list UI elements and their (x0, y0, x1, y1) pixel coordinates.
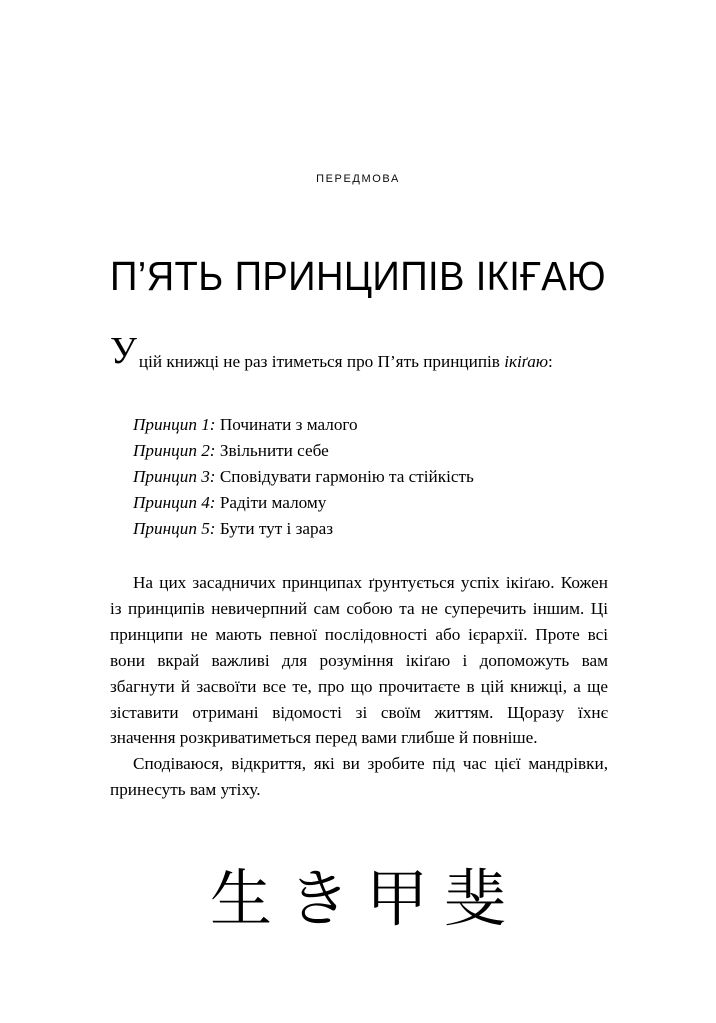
list-item (133, 516, 603, 542)
principle-text: Сповідувати гармонію та стійкість (215, 466, 474, 486)
principle-label: Принцип 4: (133, 492, 216, 512)
body-paragraph: Сподіваюся, відкриття, які ви зробите під час цієї мандрівки, принесуть вам утіху. (110, 754, 608, 800)
intro-line (110, 340, 607, 375)
list-item (133, 490, 603, 516)
principle-text: Починати з малого (215, 415, 358, 434)
principle-label: Принцип 1: (133, 415, 216, 434)
principles-list (133, 412, 603, 542)
page-title: П’ЯТЬ ПРИНЦИПІВ ІКІҒАЮ (110, 253, 606, 300)
principle-text: Звільнити себе (215, 440, 329, 460)
principle-label: Принцип 3: (133, 466, 216, 486)
section-label: передмова (316, 169, 400, 186)
intro-paragraph (110, 330, 607, 375)
list-item (133, 438, 603, 464)
drop-cap: У (110, 330, 137, 372)
intro-text-before: цій книжці не раз ітиметься про П’ять принципів (138, 352, 505, 371)
principle-text: Бути тут і зараз (215, 518, 334, 538)
intro-block (110, 330, 607, 375)
principle-text: Радіти малому (215, 492, 327, 512)
body-paragraph: На цих засадничих принципах ґрунтується успіх ікіґаю. Кожен із принципів невичерпний сам собою та не суперечить іншим. Ці принципи не мають певної послідовності або ієрархії. Проте всі вони вкрай важливі для розуміння ікіґаю і допоможуть вам збагнути й засвоїти все те, про що прочитаєте в цій книжці, а ще зіставити отримані відомості зі своїм життям. Щоразу їхнє значення розкриватиметься перед вами глибше й повніше. (110, 573, 608, 748)
intro-italic-term: ікіґаю (504, 352, 548, 371)
intro-text-after: : (547, 352, 553, 371)
principle-label: Принцип 2: (133, 440, 216, 460)
list-item (133, 464, 603, 490)
kanji-ornament: 生き甲斐 (209, 862, 522, 935)
principle-label: Принцип 5: (133, 518, 216, 538)
body-text-block (110, 570, 608, 803)
list-item (133, 412, 603, 438)
